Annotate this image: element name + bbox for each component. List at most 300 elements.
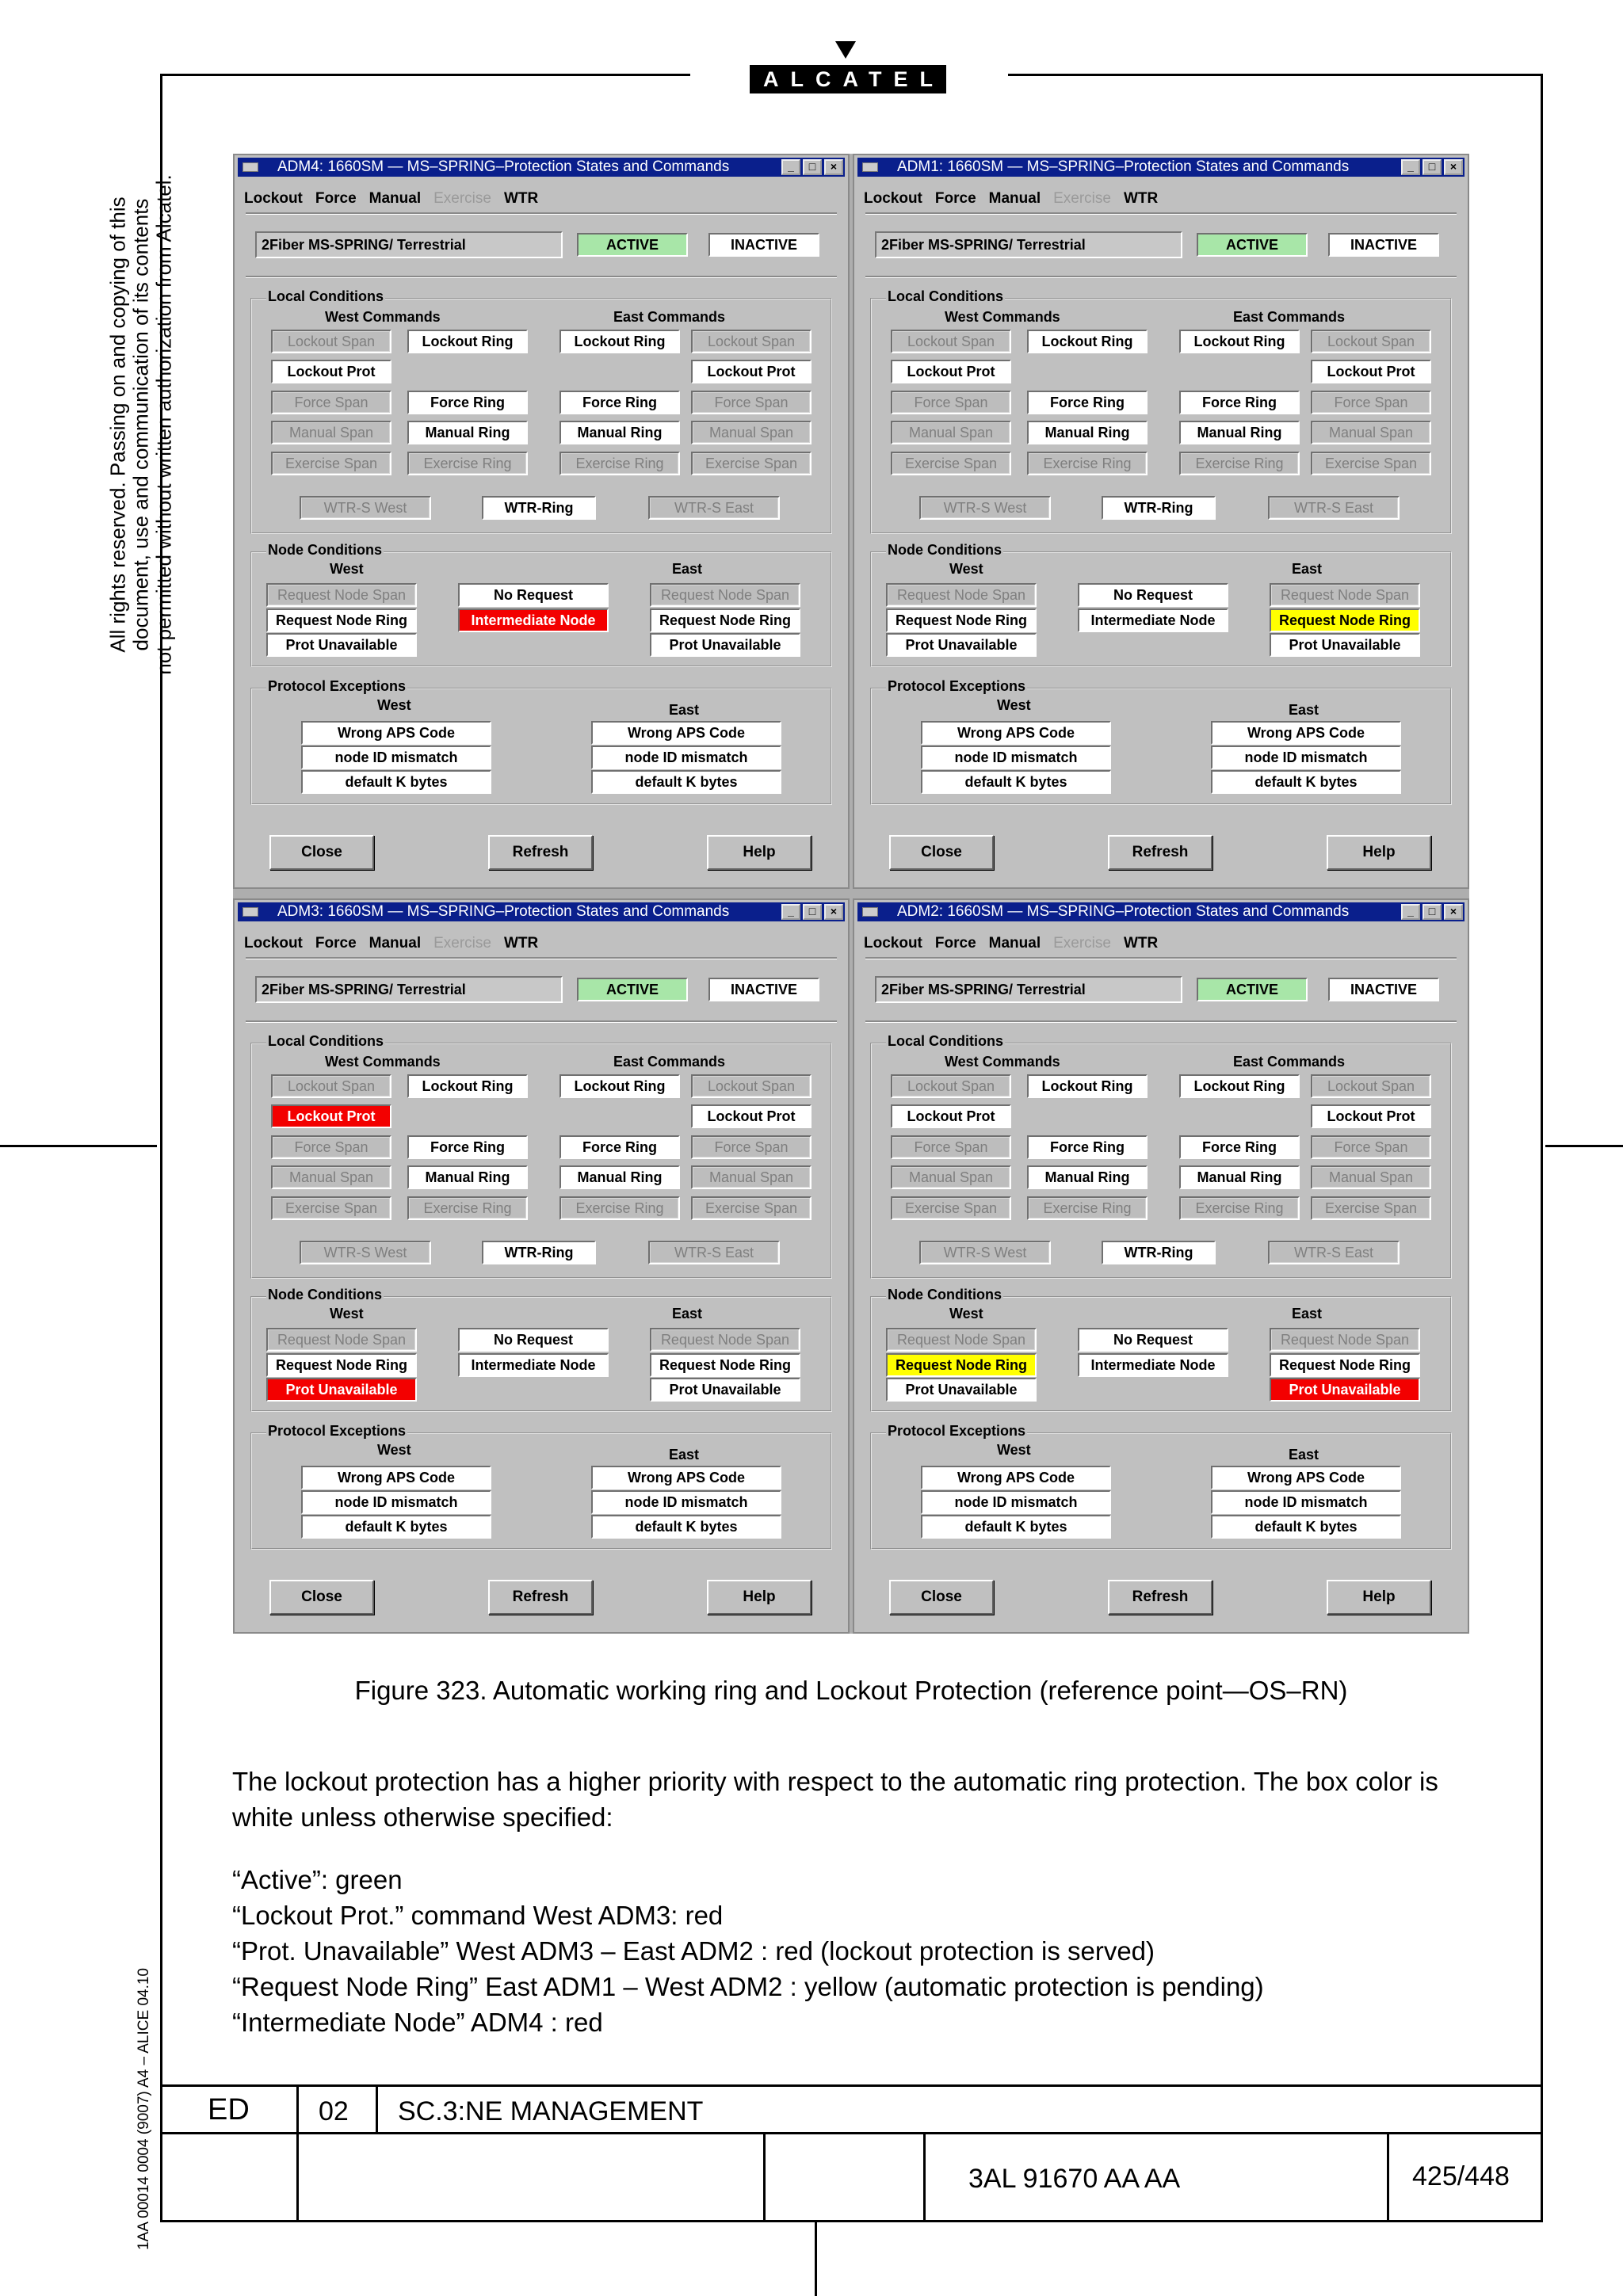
inactive-status-box: INACTIVE bbox=[1328, 978, 1439, 1001]
footer-line-top bbox=[160, 2084, 1543, 2087]
ring-type-field: 2Fiber MS-SPRING/ Terrestrial bbox=[255, 231, 563, 258]
legend-list bbox=[232, 1862, 1484, 2040]
menu-separator bbox=[865, 212, 1457, 215]
menu-item-exercise: Exercise bbox=[433, 190, 491, 207]
west-node-id-mismatch-status: node ID mismatch bbox=[301, 746, 491, 769]
active-status-box: ACTIVE bbox=[577, 978, 688, 1001]
wtr-ring-button[interactable]: WTR-Ring bbox=[482, 1241, 596, 1264]
section-separator bbox=[246, 1020, 837, 1023]
west-force-ring-button[interactable]: Force Ring bbox=[407, 1135, 528, 1159]
west-lockout-span-button[interactable]: Lockout Span bbox=[271, 330, 391, 353]
copyright-note bbox=[107, 174, 176, 675]
window-controls bbox=[1399, 904, 1463, 923]
help-button[interactable]: Help bbox=[707, 835, 812, 870]
east-lockout-ring-button[interactable]: Lockout Ring bbox=[1179, 1074, 1300, 1098]
frame-top-right bbox=[1008, 74, 1543, 76]
west-lockout-span-button[interactable]: Lockout Span bbox=[271, 1074, 391, 1098]
inactive-status-box: INACTIVE bbox=[1328, 233, 1439, 257]
east-lockout-ring-button[interactable]: Lockout Ring bbox=[559, 1074, 680, 1098]
window-icon bbox=[862, 907, 878, 917]
proto-west-label: West bbox=[997, 1442, 1031, 1458]
west-exercise-span-button[interactable]: Exercise Span bbox=[891, 1196, 1011, 1220]
west-manual-span-button[interactable]: Manual Span bbox=[271, 421, 391, 444]
proto-west-label: West bbox=[377, 1442, 411, 1458]
west-node-id-mismatch-status: node ID mismatch bbox=[301, 1490, 491, 1514]
footer-divider bbox=[376, 2084, 378, 2134]
west-lockout-prot-button[interactable]: Lockout Prot bbox=[271, 1104, 391, 1128]
window-controls bbox=[779, 159, 843, 178]
menu-item-manual[interactable]: Manual bbox=[369, 935, 422, 952]
active-status-box: ACTIVE bbox=[1197, 978, 1308, 1001]
no-request-status: No Request bbox=[458, 583, 609, 607]
east-lockout-prot-button[interactable]: Lockout Prot bbox=[691, 1104, 812, 1128]
side-tick-right bbox=[1545, 1145, 1623, 1147]
window-title: ADM4: 1660SM — MS–SPRING–Protection States and Commands bbox=[277, 158, 730, 175]
west-default-k-bytes-status: default K bytes bbox=[301, 770, 491, 794]
wtr-s-east-button[interactable]: WTR-S East bbox=[648, 496, 780, 520]
west-lockout-ring-button[interactable]: Lockout Ring bbox=[407, 1074, 528, 1098]
west-force-span-button[interactable]: Force Span bbox=[271, 1135, 391, 1159]
west-lockout-prot-button[interactable]: Lockout Prot bbox=[891, 1104, 1011, 1128]
wtr-ring-button[interactable]: WTR-Ring bbox=[482, 496, 596, 520]
inactive-status-box: INACTIVE bbox=[708, 233, 819, 257]
east-request-node-ring-status: Request Node Ring bbox=[650, 608, 800, 632]
protocol-exceptions-label: Protocol Exceptions bbox=[888, 1423, 1026, 1439]
menu-bar bbox=[864, 935, 1170, 952]
wtr-ring-button[interactable]: WTR-Ring bbox=[1102, 1241, 1216, 1264]
west-wrong-aps-code-status: Wrong APS Code bbox=[921, 1466, 1111, 1489]
east-wrong-aps-code-status: Wrong APS Code bbox=[591, 721, 781, 745]
section-title: SC.3:NE MANAGEMENT bbox=[398, 2096, 704, 2126]
menu-item-lockout[interactable]: Lockout bbox=[244, 190, 303, 207]
west-lockout-span-button[interactable]: Lockout Span bbox=[891, 330, 1011, 353]
frame-right bbox=[1541, 74, 1543, 2222]
east-force-ring-button[interactable]: Force Ring bbox=[1179, 391, 1300, 414]
help-button[interactable]: Help bbox=[1327, 835, 1431, 870]
west-manual-span-button[interactable]: Manual Span bbox=[271, 1165, 391, 1189]
east-request-node-span-status: Request Node Span bbox=[1270, 1328, 1420, 1352]
maximize-icon[interactable]: □ bbox=[1423, 159, 1442, 175]
east-force-span-button[interactable]: Force Span bbox=[691, 1135, 812, 1159]
west-request-node-span-status: Request Node Span bbox=[266, 1328, 417, 1352]
footer-divider bbox=[296, 2084, 299, 2222]
list-item: “Active”: green bbox=[232, 1865, 403, 1894]
west-force-ring-button[interactable]: Force Ring bbox=[1027, 1135, 1148, 1159]
menu-item-wtr[interactable]: WTR bbox=[1123, 190, 1159, 207]
east-prot-unavailable-status: Prot Unavailable bbox=[1270, 633, 1420, 657]
west-exercise-span-button[interactable]: Exercise Span bbox=[271, 1196, 391, 1220]
proto-east-label: East bbox=[1289, 702, 1319, 718]
refresh-button[interactable]: Refresh bbox=[488, 1580, 593, 1615]
west-lockout-span-button[interactable]: Lockout Span bbox=[891, 1074, 1011, 1098]
ed-label: ED bbox=[208, 2093, 250, 2126]
footer-line-mid bbox=[160, 2132, 1543, 2134]
wtr-s-west-button[interactable]: WTR-S West bbox=[300, 1241, 431, 1264]
close-button[interactable]: Close bbox=[889, 835, 994, 870]
logo-text: ALCATEL bbox=[750, 65, 946, 93]
east-commands-label: East Commands bbox=[613, 309, 726, 325]
west-request-node-ring-status: Request Node Ring bbox=[886, 1353, 1037, 1377]
west-force-span-button[interactable]: Force Span bbox=[891, 1135, 1011, 1159]
east-exercise-ring-button[interactable]: Exercise Ring bbox=[559, 1196, 680, 1220]
east-default-k-bytes-status: default K bytes bbox=[591, 770, 781, 794]
dialog-adm3 bbox=[233, 898, 850, 1634]
local-conditions-label: Local Conditions bbox=[888, 288, 1003, 304]
east-default-k-bytes-status: default K bytes bbox=[591, 1515, 781, 1539]
west-lockout-prot-button[interactable]: Lockout Prot bbox=[891, 360, 1011, 383]
node-west-label: West bbox=[330, 1306, 364, 1322]
close-button[interactable]: Close bbox=[269, 1580, 374, 1615]
proto-east-label: East bbox=[669, 702, 700, 718]
list-item: “Prot. Unavailable” West ADM3 – East ADM2 : red (lockout protection is served) bbox=[232, 1936, 1155, 1966]
node-east-label: East bbox=[1292, 1306, 1323, 1322]
menu-item-wtr[interactable]: WTR bbox=[503, 935, 539, 952]
east-manual-span-button[interactable]: Manual Span bbox=[1311, 1165, 1431, 1189]
close-icon[interactable]: × bbox=[1444, 159, 1463, 175]
section-separator bbox=[865, 1020, 1457, 1023]
west-lockout-ring-button[interactable]: Lockout Ring bbox=[1027, 330, 1148, 353]
east-force-ring-button[interactable]: Force Ring bbox=[1179, 1135, 1300, 1159]
menu-item-force[interactable]: Force bbox=[315, 935, 357, 952]
west-wrong-aps-code-status: Wrong APS Code bbox=[301, 721, 491, 745]
document-code: 3AL 91670 AA AA bbox=[968, 2164, 1181, 2194]
east-node-id-mismatch-status: node ID mismatch bbox=[591, 746, 781, 769]
east-manual-ring-button[interactable]: Manual Ring bbox=[559, 421, 680, 444]
menu-item-exercise: Exercise bbox=[1053, 935, 1111, 952]
title-bar bbox=[857, 158, 1465, 177]
dialog-adm2 bbox=[853, 898, 1469, 1634]
active-status-box: ACTIVE bbox=[577, 233, 688, 257]
body-paragraph: The lockout protection has a higher priority with respect to the automatic ring protection. The box color is white unless otherwise specified: bbox=[232, 1767, 1438, 1832]
protocol-exceptions-label: Protocol Exceptions bbox=[268, 678, 407, 694]
west-prot-unavailable-status: Prot Unavailable bbox=[886, 1378, 1037, 1402]
west-prot-unavailable-status: Prot Unavailable bbox=[886, 633, 1037, 657]
west-node-id-mismatch-status: node ID mismatch bbox=[921, 1490, 1111, 1514]
east-default-k-bytes-status: default K bytes bbox=[1211, 1515, 1401, 1539]
west-default-k-bytes-status: default K bytes bbox=[301, 1515, 491, 1539]
help-button[interactable]: Help bbox=[707, 1580, 812, 1615]
menu-item-manual[interactable]: Manual bbox=[988, 190, 1041, 207]
east-prot-unavailable-status: Prot Unavailable bbox=[650, 633, 800, 657]
proto-east-label: East bbox=[669, 1447, 700, 1463]
close-icon[interactable]: × bbox=[824, 159, 843, 175]
east-exercise-span-button[interactable]: Exercise Span bbox=[691, 452, 812, 475]
node-west-label: West bbox=[949, 561, 983, 577]
title-bar bbox=[238, 158, 845, 177]
no-request-status: No Request bbox=[458, 1328, 609, 1352]
menu-item-lockout[interactable]: Lockout bbox=[864, 935, 922, 952]
east-request-node-ring-status: Request Node Ring bbox=[650, 1353, 800, 1377]
list-item: “Lockout Prot.” command West ADM3: red bbox=[232, 1901, 724, 1930]
protocol-exceptions-label: Protocol Exceptions bbox=[268, 1423, 407, 1439]
intermediate-node-status: Intermediate Node bbox=[458, 1353, 609, 1377]
copyright-line: All rights reserved. Passing on and copying of this bbox=[105, 196, 130, 653]
menu-bar bbox=[864, 190, 1170, 208]
west-node-id-mismatch-status: node ID mismatch bbox=[921, 746, 1111, 769]
help-button[interactable]: Help bbox=[1327, 1580, 1431, 1615]
proto-west-label: West bbox=[997, 697, 1031, 713]
refresh-button[interactable]: Refresh bbox=[1108, 835, 1212, 870]
list-item: “Intermediate Node” ADM4 : red bbox=[232, 2008, 603, 2037]
close-icon[interactable]: × bbox=[1444, 904, 1463, 920]
east-force-ring-button[interactable]: Force Ring bbox=[559, 391, 680, 414]
minimize-icon[interactable]: _ bbox=[1401, 904, 1420, 920]
west-commands-label: West Commands bbox=[325, 1054, 441, 1070]
east-prot-unavailable-status: Prot Unavailable bbox=[650, 1378, 800, 1402]
menu-item-manual[interactable]: Manual bbox=[369, 190, 422, 207]
active-status-box: ACTIVE bbox=[1197, 233, 1308, 257]
figure-caption: Figure 323. Automatic working ring and Lockout Protection (reference point—OS–RN) bbox=[354, 1676, 1348, 1705]
east-manual-span-button[interactable]: Manual Span bbox=[691, 421, 812, 444]
node-east-label: East bbox=[1292, 561, 1323, 577]
west-manual-span-button[interactable]: Manual Span bbox=[891, 1165, 1011, 1189]
east-exercise-span-button[interactable]: Exercise Span bbox=[691, 1196, 812, 1220]
no-request-status: No Request bbox=[1078, 583, 1228, 607]
footer-tail bbox=[815, 2220, 817, 2296]
ring-type-field: 2Fiber MS-SPRING/ Terrestrial bbox=[875, 976, 1182, 1003]
refresh-button[interactable]: Refresh bbox=[1108, 1580, 1212, 1615]
footer-divider bbox=[1387, 2132, 1389, 2222]
east-force-span-button[interactable]: Force Span bbox=[1311, 1135, 1431, 1159]
west-request-node-span-status: Request Node Span bbox=[266, 583, 417, 607]
east-exercise-ring-button[interactable]: Exercise Ring bbox=[1179, 452, 1300, 475]
node-west-label: West bbox=[949, 1306, 983, 1322]
menu-separator bbox=[246, 957, 837, 959]
node-conditions-label: Node Conditions bbox=[268, 542, 382, 558]
east-manual-ring-button[interactable]: Manual Ring bbox=[1179, 421, 1300, 444]
west-exercise-ring-button[interactable]: Exercise Ring bbox=[1027, 452, 1148, 475]
section-separator bbox=[865, 276, 1457, 278]
west-prot-unavailable-status: Prot Unavailable bbox=[266, 1378, 417, 1402]
page-number: 425/448 bbox=[1412, 2161, 1510, 2191]
refresh-button[interactable]: Refresh bbox=[488, 835, 593, 870]
menu-bar bbox=[244, 190, 551, 208]
window-icon bbox=[242, 162, 258, 172]
east-wrong-aps-code-status: Wrong APS Code bbox=[591, 1466, 781, 1489]
maximize-icon[interactable]: □ bbox=[1423, 904, 1442, 920]
dialog-adm4 bbox=[233, 154, 850, 889]
east-lockout-prot-button[interactable]: Lockout Prot bbox=[1311, 360, 1431, 383]
west-commands-label: West Commands bbox=[945, 1054, 1060, 1070]
east-lockout-span-button[interactable]: Lockout Span bbox=[691, 1074, 812, 1098]
east-node-id-mismatch-status: node ID mismatch bbox=[591, 1490, 781, 1514]
list-item: “Request Node Ring” East ADM1 – West ADM2 : yellow (automatic protection is pending) bbox=[232, 1972, 1264, 2001]
ed-value: 02 bbox=[319, 2096, 349, 2126]
east-commands-label: East Commands bbox=[613, 1054, 726, 1070]
east-manual-span-button[interactable]: Manual Span bbox=[1311, 421, 1431, 444]
west-manual-ring-button[interactable]: Manual Ring bbox=[1027, 421, 1148, 444]
wtr-s-east-button[interactable]: WTR-S East bbox=[1268, 496, 1400, 520]
ring-type-field: 2Fiber MS-SPRING/ Terrestrial bbox=[255, 976, 563, 1003]
east-lockout-prot-button[interactable]: Lockout Prot bbox=[691, 360, 812, 383]
west-lockout-ring-button[interactable]: Lockout Ring bbox=[1027, 1074, 1148, 1098]
west-commands-label: West Commands bbox=[325, 309, 441, 325]
east-lockout-span-button[interactable]: Lockout Span bbox=[1311, 330, 1431, 353]
east-lockout-ring-button[interactable]: Lockout Ring bbox=[1179, 330, 1300, 353]
east-exercise-ring-button[interactable]: Exercise Ring bbox=[1179, 1196, 1300, 1220]
node-east-label: East bbox=[672, 561, 703, 577]
west-request-node-ring-status: Request Node Ring bbox=[886, 608, 1037, 632]
west-lockout-ring-button[interactable]: Lockout Ring bbox=[407, 330, 528, 353]
menu-item-wtr[interactable]: WTR bbox=[503, 190, 539, 207]
menu-item-wtr[interactable]: WTR bbox=[1123, 935, 1159, 952]
local-conditions-label: Local Conditions bbox=[268, 1033, 384, 1049]
window-icon bbox=[862, 162, 878, 172]
west-exercise-ring-button[interactable]: Exercise Ring bbox=[407, 452, 528, 475]
local-conditions-label: Local Conditions bbox=[268, 288, 384, 304]
proto-west-label: West bbox=[377, 697, 411, 713]
west-force-ring-button[interactable]: Force Ring bbox=[407, 391, 528, 414]
menu-separator bbox=[246, 212, 837, 215]
dialog-adm1 bbox=[853, 154, 1469, 889]
west-default-k-bytes-status: default K bytes bbox=[921, 770, 1111, 794]
east-commands-label: East Commands bbox=[1233, 1054, 1346, 1070]
west-exercise-span-button[interactable]: Exercise Span bbox=[271, 452, 391, 475]
footer-line-bottom bbox=[160, 2220, 1543, 2222]
minimize-icon[interactable]: _ bbox=[781, 159, 800, 175]
west-exercise-ring-button[interactable]: Exercise Ring bbox=[1027, 1196, 1148, 1220]
east-request-node-ring-status: Request Node Ring bbox=[1270, 608, 1420, 632]
west-manual-span-button[interactable]: Manual Span bbox=[891, 421, 1011, 444]
document-reference: 1AA 00014 0004 (9007) A4 – ALICE 04.10 bbox=[136, 1967, 152, 2251]
west-force-ring-button[interactable]: Force Ring bbox=[1027, 391, 1148, 414]
east-lockout-ring-button[interactable]: Lockout Ring bbox=[559, 330, 680, 353]
east-request-node-span-status: Request Node Span bbox=[1270, 583, 1420, 607]
west-request-node-ring-status: Request Node Ring bbox=[266, 1353, 417, 1377]
section-separator bbox=[246, 276, 837, 278]
east-request-node-ring-status: Request Node Ring bbox=[1270, 1353, 1420, 1377]
alcatel-logo bbox=[750, 41, 946, 95]
east-force-ring-button[interactable]: Force Ring bbox=[559, 1135, 680, 1159]
window-controls bbox=[779, 904, 843, 923]
ring-type-field: 2Fiber MS-SPRING/ Terrestrial bbox=[875, 231, 1182, 258]
logo-triangle-icon bbox=[835, 41, 856, 59]
window-controls bbox=[1399, 159, 1463, 178]
menu-separator bbox=[865, 957, 1457, 959]
close-button[interactable]: Close bbox=[889, 1580, 994, 1615]
minimize-icon[interactable]: _ bbox=[1401, 159, 1420, 175]
west-prot-unavailable-status: Prot Unavailable bbox=[266, 633, 417, 657]
west-request-node-span-status: Request Node Span bbox=[886, 583, 1037, 607]
east-request-node-span-status: Request Node Span bbox=[650, 1328, 800, 1352]
wtr-s-west-button[interactable]: WTR-S West bbox=[300, 496, 431, 520]
close-icon[interactable]: × bbox=[824, 904, 843, 920]
east-exercise-span-button[interactable]: Exercise Span bbox=[1311, 1196, 1431, 1220]
west-manual-ring-button[interactable]: Manual Ring bbox=[1027, 1165, 1148, 1189]
footer-divider bbox=[923, 2132, 926, 2222]
west-force-span-button[interactable]: Force Span bbox=[271, 391, 391, 414]
inactive-status-box: INACTIVE bbox=[708, 978, 819, 1001]
east-node-id-mismatch-status: node ID mismatch bbox=[1211, 1490, 1401, 1514]
node-conditions-label: Node Conditions bbox=[888, 1287, 1002, 1302]
wtr-s-east-button[interactable]: WTR-S East bbox=[1268, 1241, 1400, 1264]
west-lockout-prot-button[interactable]: Lockout Prot bbox=[271, 360, 391, 383]
east-prot-unavailable-status: Prot Unavailable bbox=[1270, 1378, 1420, 1402]
local-conditions-label: Local Conditions bbox=[888, 1033, 1003, 1049]
menu-item-exercise: Exercise bbox=[433, 935, 491, 952]
west-force-span-button[interactable]: Force Span bbox=[891, 391, 1011, 414]
menu-item-force[interactable]: Force bbox=[934, 190, 976, 207]
node-conditions-label: Node Conditions bbox=[268, 1287, 382, 1302]
menu-item-force[interactable]: Force bbox=[315, 190, 357, 207]
west-request-node-ring-status: Request Node Ring bbox=[266, 608, 417, 632]
copyright-line: not permitted without written authorization from Alcatel. bbox=[151, 174, 176, 675]
east-lockout-span-button[interactable]: Lockout Span bbox=[1311, 1074, 1431, 1098]
east-force-span-button[interactable]: Force Span bbox=[1311, 391, 1431, 414]
west-wrong-aps-code-status: Wrong APS Code bbox=[301, 1466, 491, 1489]
no-request-status: No Request bbox=[1078, 1328, 1228, 1352]
west-request-node-span-status: Request Node Span bbox=[886, 1328, 1037, 1352]
intermediate-node-status: Intermediate Node bbox=[458, 608, 609, 632]
east-manual-span-button[interactable]: Manual Span bbox=[691, 1165, 812, 1189]
node-conditions-label: Node Conditions bbox=[888, 542, 1002, 558]
east-node-id-mismatch-status: node ID mismatch bbox=[1211, 746, 1401, 769]
wtr-s-west-button[interactable]: WTR-S West bbox=[919, 496, 1051, 520]
proto-east-label: East bbox=[1289, 1447, 1319, 1463]
node-west-label: West bbox=[330, 561, 364, 577]
west-default-k-bytes-status: default K bytes bbox=[921, 1515, 1111, 1539]
west-manual-ring-button[interactable]: Manual Ring bbox=[407, 421, 528, 444]
east-exercise-span-button[interactable]: Exercise Span bbox=[1311, 452, 1431, 475]
menu-item-manual[interactable]: Manual bbox=[988, 935, 1041, 952]
east-lockout-span-button[interactable]: Lockout Span bbox=[691, 330, 812, 353]
window-title: ADM3: 1660SM — MS–SPRING–Protection States and Commands bbox=[277, 903, 730, 920]
menu-item-exercise: Exercise bbox=[1053, 190, 1111, 207]
close-button[interactable]: Close bbox=[269, 835, 374, 870]
menu-item-force[interactable]: Force bbox=[934, 935, 976, 952]
west-manual-ring-button[interactable]: Manual Ring bbox=[407, 1165, 528, 1189]
east-wrong-aps-code-status: Wrong APS Code bbox=[1211, 721, 1401, 745]
protection-screenshot bbox=[233, 154, 1469, 1634]
east-manual-ring-button[interactable]: Manual Ring bbox=[1179, 1165, 1300, 1189]
protocol-exceptions-label: Protocol Exceptions bbox=[888, 678, 1026, 694]
east-request-node-span-status: Request Node Span bbox=[650, 583, 800, 607]
copyright-line: document, use and communication of its contents bbox=[128, 198, 153, 651]
window-title: ADM2: 1660SM — MS–SPRING–Protection States and Commands bbox=[897, 903, 1350, 920]
east-wrong-aps-code-status: Wrong APS Code bbox=[1211, 1466, 1401, 1489]
wtr-s-east-button[interactable]: WTR-S East bbox=[648, 1241, 780, 1264]
title-bar bbox=[857, 902, 1465, 921]
west-exercise-ring-button[interactable]: Exercise Ring bbox=[407, 1196, 528, 1220]
window-title: ADM1: 1660SM — MS–SPRING–Protection States and Commands bbox=[897, 158, 1350, 175]
east-force-span-button[interactable]: Force Span bbox=[691, 391, 812, 414]
node-east-label: East bbox=[672, 1306, 703, 1322]
west-wrong-aps-code-status: Wrong APS Code bbox=[921, 721, 1111, 745]
frame-top-left bbox=[161, 74, 690, 76]
wtr-s-west-button[interactable]: WTR-S West bbox=[919, 1241, 1051, 1264]
window-icon bbox=[242, 907, 258, 917]
west-exercise-span-button[interactable]: Exercise Span bbox=[891, 452, 1011, 475]
title-bar bbox=[238, 902, 845, 921]
menu-item-lockout[interactable]: Lockout bbox=[244, 935, 303, 952]
wtr-ring-button[interactable]: WTR-Ring bbox=[1102, 496, 1216, 520]
minimize-icon[interactable]: _ bbox=[781, 904, 800, 920]
maximize-icon[interactable]: □ bbox=[803, 904, 822, 920]
menu-bar bbox=[244, 935, 551, 952]
east-lockout-prot-button[interactable]: Lockout Prot bbox=[1311, 1104, 1431, 1128]
side-tick-left bbox=[0, 1145, 157, 1147]
west-commands-label: West Commands bbox=[945, 309, 1060, 325]
east-manual-ring-button[interactable]: Manual Ring bbox=[559, 1165, 680, 1189]
east-default-k-bytes-status: default K bytes bbox=[1211, 770, 1401, 794]
east-exercise-ring-button[interactable]: Exercise Ring bbox=[559, 452, 680, 475]
footer-divider bbox=[763, 2132, 766, 2222]
intermediate-node-status: Intermediate Node bbox=[1078, 1353, 1228, 1377]
intermediate-node-status: Intermediate Node bbox=[1078, 608, 1228, 632]
menu-item-lockout[interactable]: Lockout bbox=[864, 190, 922, 207]
east-commands-label: East Commands bbox=[1233, 309, 1346, 325]
maximize-icon[interactable]: □ bbox=[803, 159, 822, 175]
